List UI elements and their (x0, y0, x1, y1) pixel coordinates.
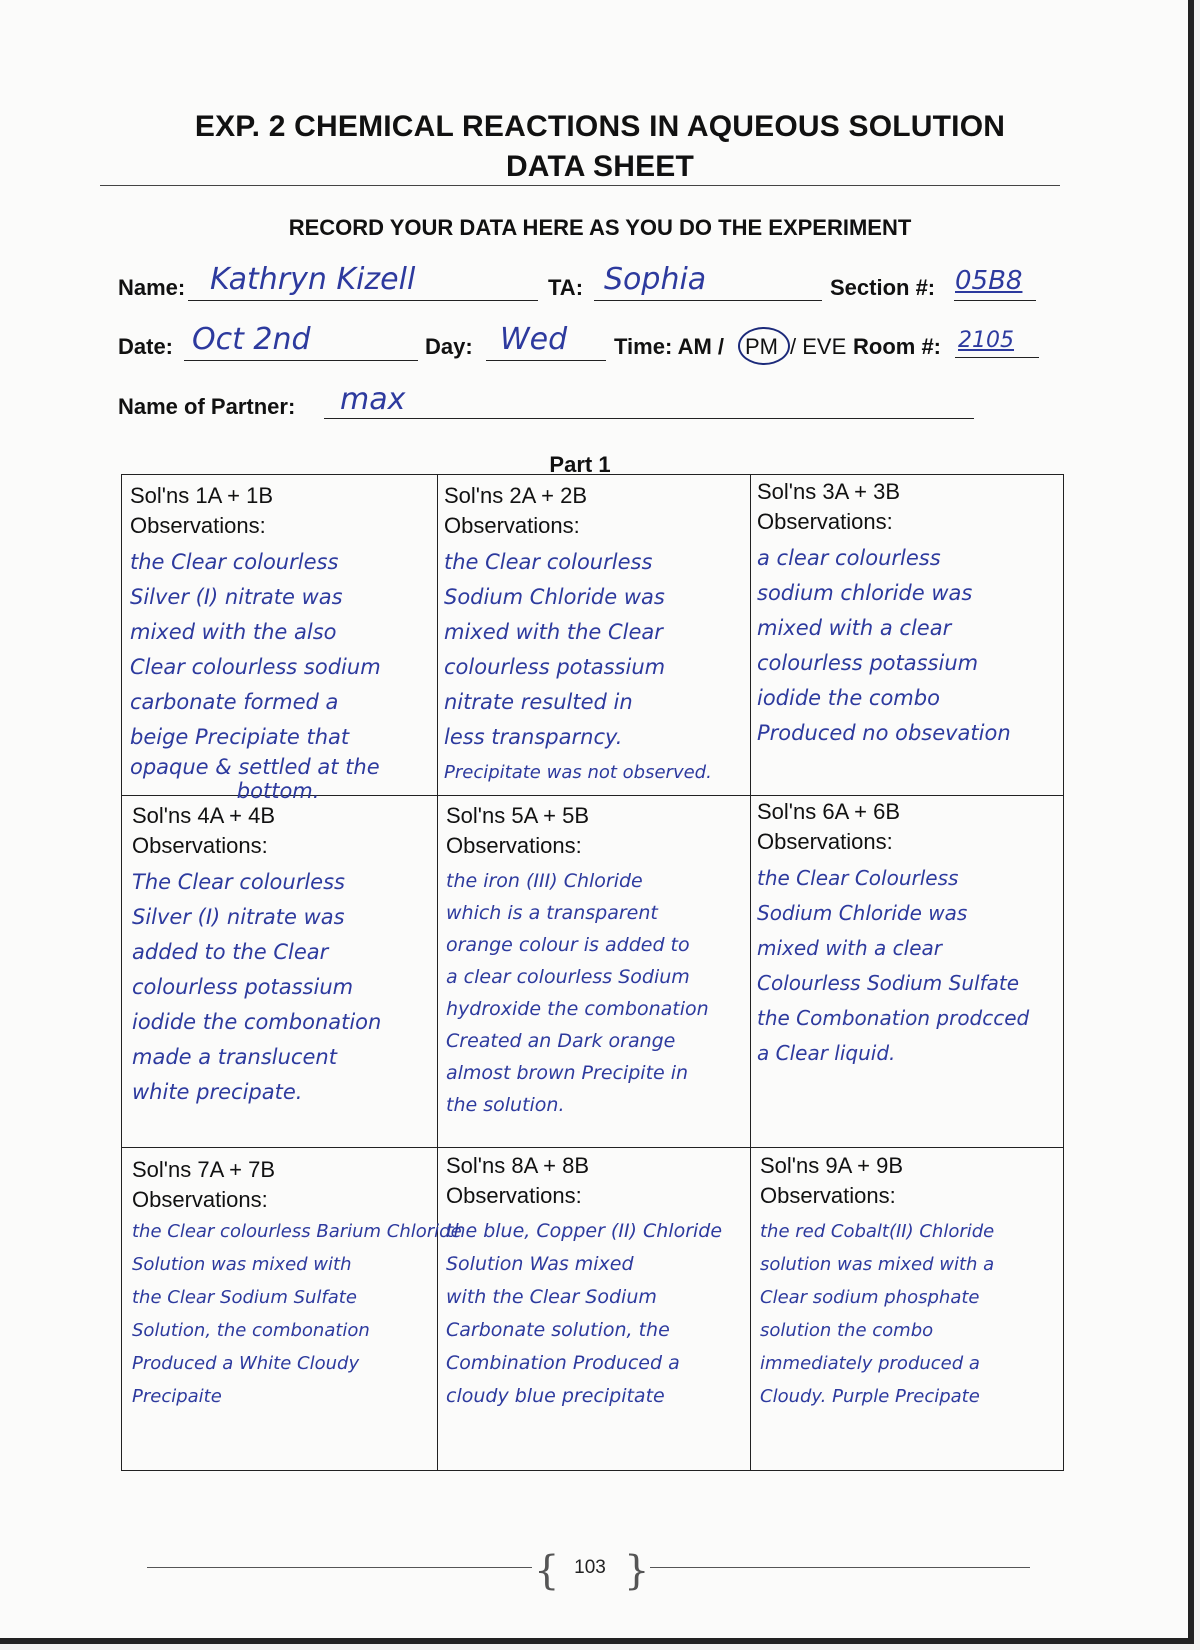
time-pm-option: PM (745, 334, 778, 359)
observation-note-line: made a translucent (132, 1045, 337, 1069)
observation-note-line: sodium chloride was (757, 581, 973, 605)
observation-notes (446, 865, 749, 1121)
section-value[interactable]: 05B8 (955, 266, 1023, 296)
observation-note-line: Colourless Sodium Sulfate (757, 971, 1020, 995)
observation-note-line: iodide the combonation (132, 1010, 382, 1034)
observations-label: Observations: (130, 513, 266, 538)
observation-note-line: Carbonate solution, the (446, 1319, 670, 1341)
observation-note-line: mixed with the Clear (444, 620, 663, 644)
observation-note-line: carbonate formed a (130, 690, 339, 714)
observation-note-line: added to the Clear (132, 940, 329, 964)
observation-note-line: the solution. (446, 1094, 565, 1116)
room-value[interactable]: 2105 (958, 328, 1014, 353)
solution-label: Sol'ns 7A + 7B (132, 1157, 276, 1182)
solution-label: Sol'ns 9A + 9B (760, 1153, 904, 1178)
footer-rule-left (147, 1567, 532, 1568)
observation-note-line: nitrate resulted in (444, 690, 633, 714)
observation-note-line: Silver (I) nitrate was (132, 905, 345, 929)
room-label: Room #: (853, 334, 941, 359)
observations-label: Observations: (446, 1183, 582, 1208)
solution-label: Sol'ns 8A + 8B (446, 1153, 590, 1178)
observations-grid (121, 474, 1064, 1471)
observation-cell-3[interactable] (757, 477, 1061, 751)
observation-note-line: the Clear Sodium Sulfate (132, 1287, 357, 1308)
instruction-heading: RECORD YOUR DATA HERE AS YOU DO THE EXPERIMENT (288, 215, 912, 240)
title-divider (100, 185, 1060, 186)
observation-note-line: Solution was mixed with (132, 1254, 352, 1275)
observation-note-line: Precipaite (132, 1386, 222, 1407)
observation-notes (132, 1215, 462, 1413)
observation-note-line: less transparncy. (444, 725, 623, 749)
grid-divider-col1 (437, 475, 438, 1470)
observation-note-line: The Clear colourless (132, 870, 345, 894)
observation-note-line: immediately produced a (760, 1353, 980, 1374)
observations-label: Observations: (132, 833, 268, 858)
observation-notes (444, 545, 748, 790)
observations-label: Observations: (132, 1187, 268, 1212)
observation-note-line: solution was mixed with a (760, 1254, 995, 1275)
observation-note-line: solution the combo (760, 1320, 934, 1341)
observation-note-line: which is a transparent (446, 902, 658, 924)
date-label: Date: (118, 334, 174, 359)
observation-cell-6[interactable] (757, 797, 1061, 1071)
observation-cell-4[interactable] (132, 801, 435, 1110)
observation-cell-7[interactable] (132, 1155, 462, 1413)
page-subtitle-datasheet: DATA SHEET (505, 150, 695, 183)
observation-notes (130, 545, 435, 803)
observation-note-line: bottom. (130, 779, 320, 803)
page-number: 103 (574, 1557, 606, 1578)
observation-note-line: Sodium Chloride was (444, 585, 665, 609)
observation-notes (757, 861, 1061, 1071)
date-value[interactable]: Oct 2nd (192, 322, 311, 357)
observation-note-line: the Combonation prodcced (757, 1006, 1030, 1030)
name-label: Name: (118, 275, 186, 300)
observation-note-line: Precipitate was not observed. (444, 762, 712, 783)
observation-note-line: Clear sodium phosphate (760, 1287, 980, 1308)
footer-brace-right-icon: } (624, 1548, 650, 1594)
observation-note-line: with the Clear Sodium (446, 1286, 657, 1308)
ta-label: TA: (548, 275, 584, 300)
grid-divider-col2 (750, 475, 751, 1470)
footer-brace-left-icon: { (534, 1548, 560, 1594)
observation-note-line: Combination Produced a (446, 1352, 680, 1374)
ta-value[interactable]: Sophia (604, 262, 707, 297)
observation-cell-1[interactable] (130, 481, 435, 803)
partner-label: Name of Partner: (118, 394, 296, 419)
solution-label: Sol'ns 5A + 5B (446, 803, 590, 828)
page-title: EXP. 2 CHEMICAL REACTIONS IN AQUEOUS SOLUTION (194, 110, 1006, 143)
section-label: Section #: (830, 275, 936, 300)
observation-notes (132, 865, 435, 1110)
observation-note-line: a Clear liquid. (757, 1041, 896, 1065)
observation-note-line: the Clear Colourless (757, 866, 959, 890)
section-line (954, 300, 1036, 301)
observation-note-line: beige Precipiate that (130, 725, 350, 749)
solution-label: Sol'ns 1A + 1B (130, 483, 274, 508)
observation-note-line: iodide the combo (757, 686, 940, 710)
day-value[interactable]: Wed (500, 322, 568, 357)
solution-label: Sol'ns 4A + 4B (132, 803, 276, 828)
observation-note-line: Cloudy. Purple Precipate (760, 1386, 980, 1407)
observation-note-line: Solution Was mixed (446, 1253, 634, 1275)
time-label: Time: AM / (614, 334, 725, 359)
observation-note-line: mixed with a clear (757, 616, 952, 640)
observation-cell-8[interactable] (446, 1151, 749, 1413)
name-value[interactable]: Kathryn Kizell (210, 262, 416, 297)
grid-divider-row2 (122, 1147, 1063, 1148)
solution-label: Sol'ns 2A + 2B (444, 483, 588, 508)
observations-label: Observations: (757, 829, 893, 854)
room-line (955, 357, 1039, 358)
observation-note-line: Created an Dark orange (446, 1030, 676, 1052)
observation-note-line: Solution, the combonation (132, 1320, 370, 1341)
ta-line (594, 300, 822, 301)
observation-note-line: the iron (III) Chloride (446, 870, 643, 892)
observations-label: Observations: (444, 513, 580, 538)
day-label: Day: (425, 334, 473, 359)
date-line (184, 360, 418, 361)
observation-note-line: colourless potassium (757, 651, 979, 675)
observations-label: Observations: (757, 509, 893, 534)
observation-note-line: the blue, Copper (II) Chloride (446, 1220, 723, 1242)
observations-label: Observations: (446, 833, 582, 858)
observation-note-line: orange colour is added to (446, 934, 690, 956)
observation-note-line: cloudy blue precipitate (446, 1385, 665, 1407)
observation-notes (760, 1215, 1062, 1413)
observation-cell-2[interactable] (444, 481, 748, 790)
observation-note-line: Sodium Chloride was (757, 901, 968, 925)
observation-note-line: opaque & settled at the (130, 755, 380, 779)
observation-note-line: colourless potassium (132, 975, 354, 999)
observations-label: Observations: (760, 1183, 896, 1208)
observation-note-line: hydroxide the combonation (446, 998, 709, 1020)
observation-note-line: the Clear colourless (444, 550, 653, 574)
observation-note-line: Produced no obsevation (757, 721, 1011, 745)
name-line (188, 300, 538, 301)
observation-note-line: the red Cobalt(II) Chloride (760, 1221, 995, 1242)
partner-value[interactable]: max (340, 382, 406, 417)
day-line (486, 360, 606, 361)
observation-cell-9[interactable] (760, 1151, 1062, 1413)
time-eve-option: / EVE (790, 334, 847, 359)
observation-note-line: the Clear colourless Barium Chloride (132, 1221, 462, 1242)
observation-note-line: Produced a White Cloudy (132, 1353, 360, 1374)
footer-rule-right (650, 1567, 1030, 1568)
observation-cell-5[interactable] (446, 801, 749, 1121)
observation-note-line: a clear colourless Sodium (446, 966, 690, 988)
observation-note-line: almost brown Precipite in (446, 1062, 689, 1084)
observation-note-line: mixed with a clear (757, 936, 942, 960)
observation-note-line: colourless potassium (444, 655, 666, 679)
solution-label: Sol'ns 3A + 3B (757, 479, 901, 504)
observation-note-line: white precipate. (132, 1080, 303, 1104)
observation-note-line: Silver (I) nitrate was (130, 585, 343, 609)
partner-line (324, 418, 974, 419)
observation-note-line: the Clear colourless (130, 550, 339, 574)
observation-note-line: a clear colourless (757, 546, 941, 570)
observation-notes (757, 541, 1061, 751)
observation-notes (446, 1215, 749, 1413)
observation-note-line: Clear colourless sodium (130, 655, 381, 679)
part1-title: Part 1 (549, 452, 611, 477)
observation-note-line: mixed with the also (130, 620, 337, 644)
solution-label: Sol'ns 6A + 6B (757, 799, 901, 824)
